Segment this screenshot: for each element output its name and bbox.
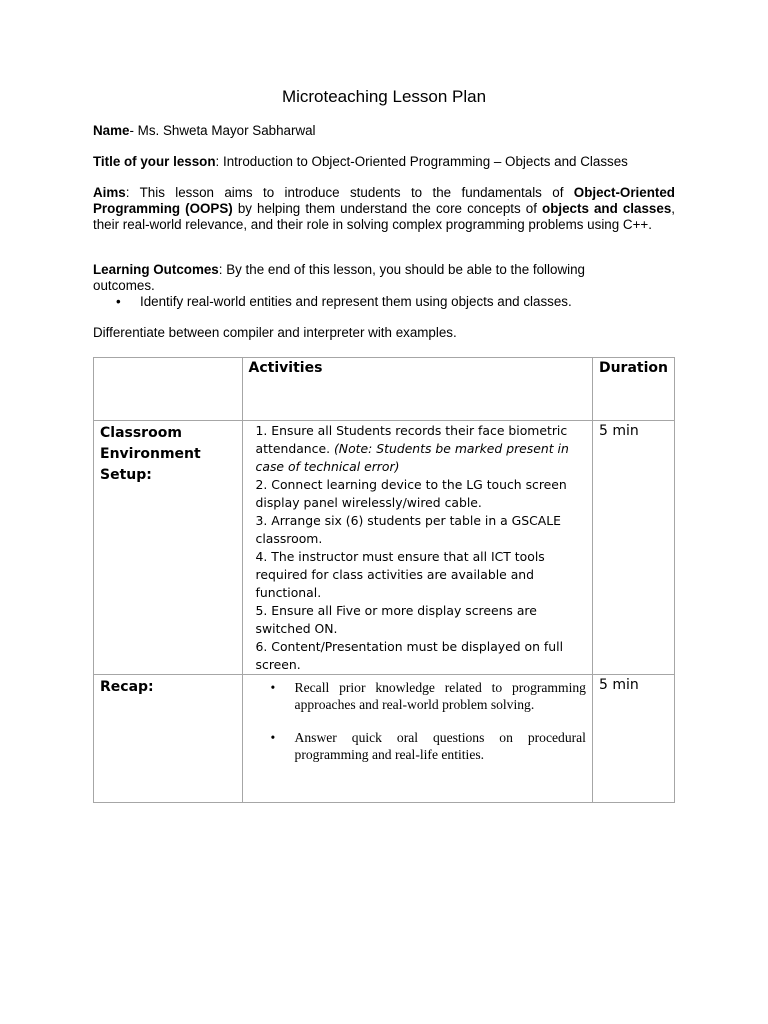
setup-activities-cell [242, 421, 592, 675]
list-item: 5. Ensure all Five or more display screens are switched ON. [255, 603, 537, 636]
differentiate-line: Differentiate between compiler and interpreter with examples. [93, 325, 457, 340]
bullet-glyph: • [270, 730, 276, 745]
name-label: Name [93, 123, 130, 138]
recap-item-1: Recall prior knowledge related to programming approaches and real-world problem solving. [294, 680, 586, 712]
aims-paragraph [93, 185, 675, 233]
recap-label: Recap: [100, 679, 154, 695]
aims-bold-objects: objects and classes [542, 201, 672, 216]
outcome-bullet-item [116, 294, 572, 310]
setup-activities-list [243, 421, 592, 674]
list-item: 4. The instructor must ensure that all ICT tools required for class activities are available and functional. [255, 549, 545, 600]
header-cell-duration [592, 358, 674, 421]
name-line [93, 123, 675, 139]
setup-item-1: 1. Ensure all Students records their face biometric attendance. [255, 423, 568, 456]
outcomes-label: Learning Outcomes [93, 262, 219, 277]
outcomes-text: : By the end of this lesson, you should be able to the following outcomes. [93, 262, 585, 293]
list-item: 6. Content/Presentation must be displayed on full screen. [255, 639, 564, 672]
list-item: 2. Connect learning device to the LG touch screen display panel wirelessly/wired cable. [255, 477, 567, 510]
header-cell-empty [94, 358, 243, 421]
header-cell-activities [242, 358, 592, 421]
lesson-plan-table [93, 357, 675, 803]
setup-note: (Note: Students be marked present in case of technical error) [255, 441, 569, 474]
lesson-value: : Introduction to Object-Oriented Programming – Objects and Classes [215, 154, 628, 169]
aims-text-3: , their real-world relevance, and their role in solving complex programming problems using C++. [93, 201, 676, 232]
lesson-label: Title of your lesson [93, 154, 216, 169]
outcome-bullet-text: Identify real-world entities and represent them using objects and classes. [140, 294, 572, 309]
table-row [94, 675, 675, 803]
recap-activities-list [243, 675, 592, 763]
activities-header: Activities [248, 360, 323, 376]
outcomes-paragraph [93, 262, 633, 294]
recap-duration: 5 min [598, 677, 639, 693]
list-item [256, 422, 584, 476]
bullet-glyph: • [270, 680, 276, 695]
recap-label-cell [94, 675, 243, 803]
table-row [94, 421, 675, 675]
lesson-title-line [93, 154, 675, 170]
setup-label-cell [94, 421, 243, 675]
recap-activities-cell [242, 675, 592, 803]
aims-text-2: by helping them understand the core concepts of [232, 201, 543, 216]
recap-duration-cell [592, 675, 674, 803]
setup-duration: 5 min [598, 423, 639, 439]
list-item [271, 679, 586, 713]
aims-text-1: : This lesson aims to introduce students to the fundamentals of [125, 185, 574, 200]
recap-item-2: Answer quick oral questions on procedural programming and real-life entities. [294, 730, 586, 762]
aims-bold-oops: Object-Oriented Programming (OOPS) [93, 185, 675, 216]
setup-duration-cell [592, 421, 674, 675]
list-item [271, 729, 586, 763]
setup-label: Classroom Environment Setup: [100, 425, 201, 483]
list-item: 3. Arrange six (6) students per table in a GSCALE classroom. [255, 513, 561, 546]
duration-header: Duration [598, 360, 668, 376]
document-title: Microteaching Lesson Plan [281, 87, 487, 106]
name-value: - Ms. Shweta Mayor Sabharwal [129, 123, 316, 138]
aims-label: Aims [93, 185, 126, 200]
table-header-row [94, 358, 675, 421]
bullet-glyph: • [116, 294, 121, 309]
